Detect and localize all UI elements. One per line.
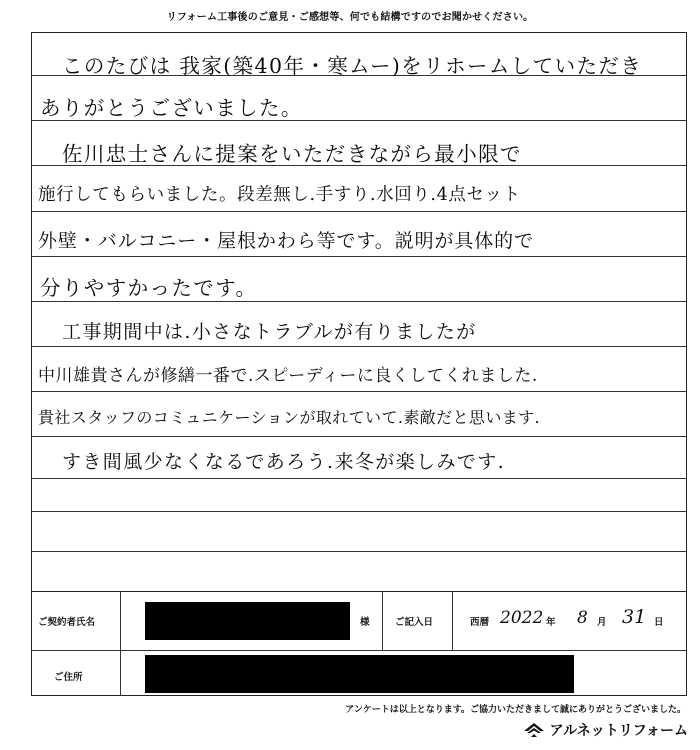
handwritten-line: ありがとうございました。 (40, 96, 303, 120)
handwritten-line: 佐川忠士さんに提案をいただきながら最小限で (62, 142, 522, 166)
handwritten-line: 外壁・バルコニー・屋根かわら等です。説明が具体的で (38, 230, 534, 252)
honorific: 様 (360, 617, 370, 628)
logo-mark-icon (523, 722, 545, 738)
name-label: ご契約者氏名 (38, 617, 96, 628)
month-unit: 月 (597, 617, 607, 628)
era-label: 西暦 (470, 617, 490, 628)
year-value: 2022 (500, 608, 544, 628)
handwritten-line: 工事期間中は.小さなトラブルが有りましたが (62, 321, 477, 343)
year-unit: 年 (546, 617, 556, 628)
ruled-line (32, 478, 686, 479)
logo-text: アルネットリフォーム (549, 723, 688, 739)
handwritten-line: このたびは 我家(築40年・寒ムー)をリホームしていただき (62, 54, 643, 78)
ruled-line (32, 391, 686, 392)
month-value: 8 (577, 608, 588, 628)
customer-info-table (32, 591, 686, 696)
redacted-name (145, 602, 350, 640)
day-value: 31 (622, 606, 647, 628)
address-label: ご住所 (54, 672, 83, 683)
ruled-line (32, 346, 686, 347)
handwritten-line: すき間風少なくなるであろう.来冬が楽しみです. (62, 451, 506, 473)
company-logo (523, 720, 688, 740)
ruled-line (32, 511, 686, 512)
ruled-line (32, 436, 686, 437)
ruled-line (32, 211, 686, 212)
ruled-line (32, 256, 686, 257)
handwritten-line: 分りやすかったです。 (40, 276, 258, 300)
ruled-line (32, 301, 686, 302)
redacted-address (145, 655, 574, 693)
form-instruction-header: リフォーム工事後のご意見・ご感想等、何でも結構ですのでお聞かせください。 (166, 12, 534, 23)
table-divider (32, 650, 686, 651)
ruled-line (32, 551, 686, 552)
date-label: ご記入日 (395, 617, 434, 628)
comment-sheet (31, 32, 687, 696)
day-unit: 日 (654, 617, 664, 628)
closing-note: アンケートは以上となります。ご協力いただきまして誠にありがとうございました。 (345, 705, 686, 715)
handwritten-line: 貴社スタッフのコミュニケーションが取れていて.素敵だと思います. (38, 408, 541, 427)
handwritten-line: 中川雄貴さんが修繕一番で.スピーディーに良くしてくれました. (38, 366, 538, 386)
handwritten-line: 施行してもらいました。段差無し.手すり.水回り.4点セット (38, 185, 521, 205)
